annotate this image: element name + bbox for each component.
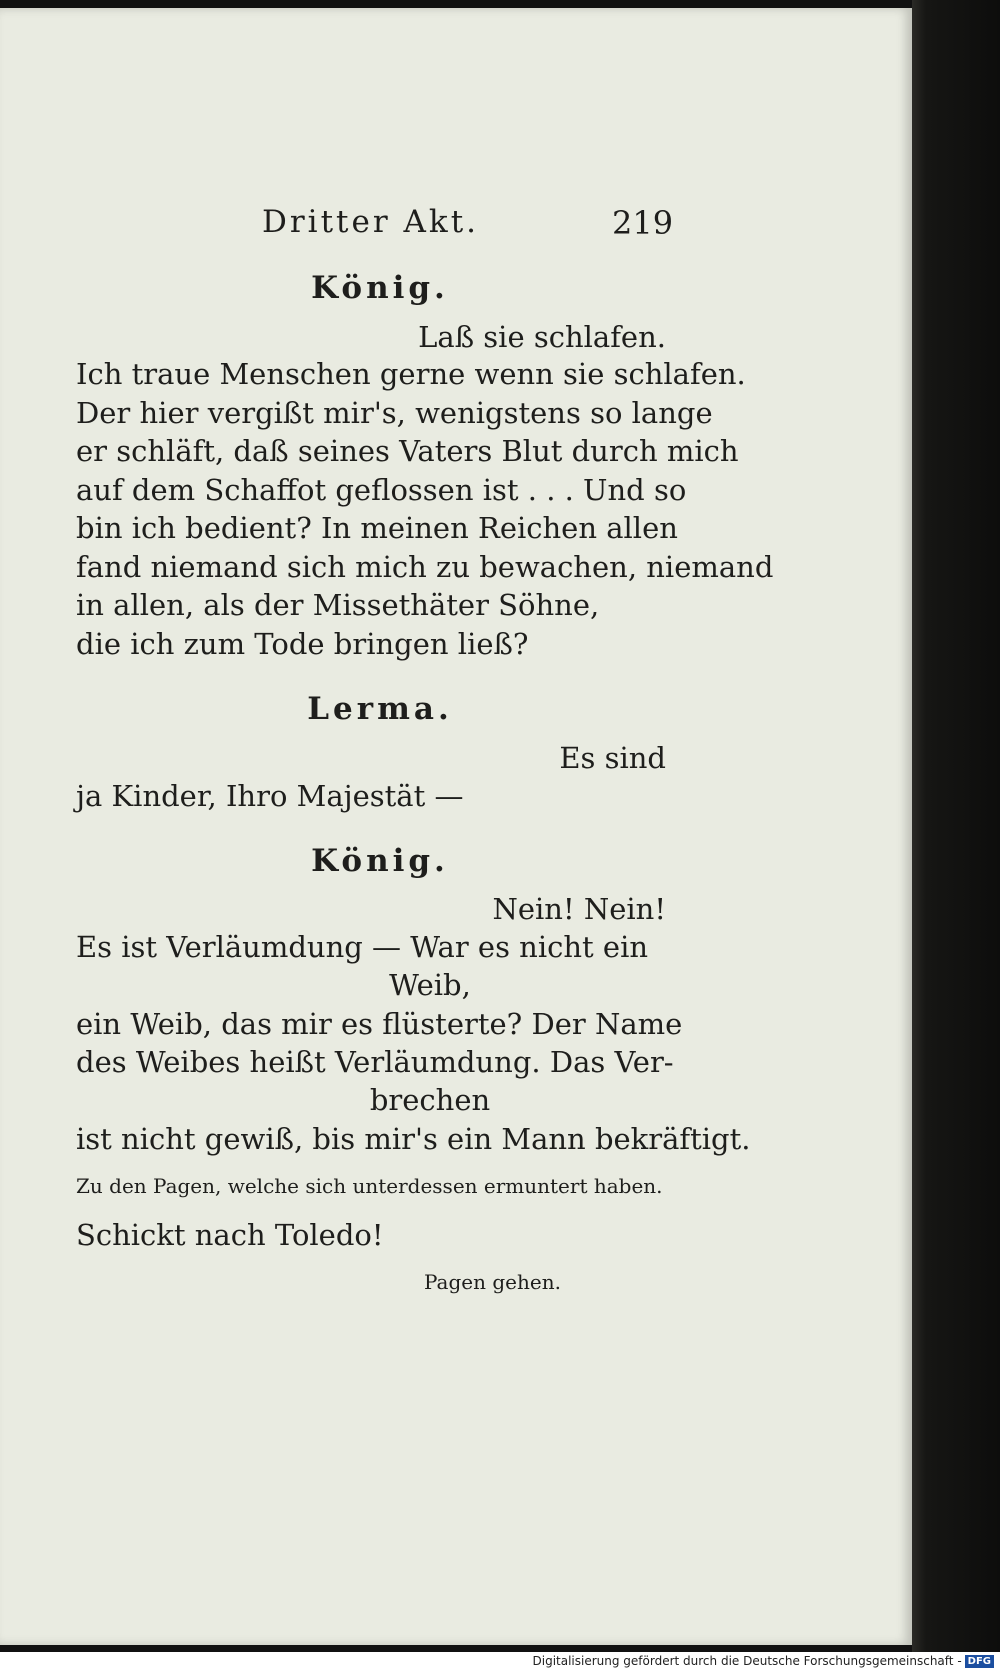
verse-line: Nein! Nein! — [492, 892, 666, 926]
verse-line: die ich zum Tode bringen ließ? — [76, 627, 529, 661]
verse-line: Ich traue Menschen gerne wenn sie schlafen. — [76, 357, 746, 391]
footer-text: Digitalisierung gefördert durch die Deutsche Forschungsgemeinschaft - — [532, 1654, 962, 1668]
page-edge-shadow — [912, 0, 1000, 1652]
speaker-name: Lerma. — [307, 691, 453, 727]
verse-line: bin ich bedient? In meinen Reichen allen — [76, 511, 678, 545]
verse-line: Der hier vergißt mir's, wenigstens so lange — [76, 396, 713, 430]
verse-line: in allen, als der Missethäter Söhne, — [76, 588, 600, 622]
page-number: 219 — [612, 204, 674, 242]
verse-line: Es ist Verläumdung — War es nicht ein — [76, 930, 649, 964]
verse-line: ein Weib, das mir es flüsterte? Der Name — [76, 1007, 683, 1041]
verse-line: des Weibes heißt Verläumdung. Das Ver- — [76, 1045, 674, 1079]
stage-direction: Zu den Pagen, welche sich unterdessen ermuntert haben. — [76, 1174, 663, 1198]
verse-line: auf dem Schaffot geflossen ist . . . Und so — [76, 473, 687, 507]
running-title: Dritter Akt. — [262, 204, 480, 240]
verse-line: Es sind — [559, 741, 666, 775]
verse-line: ist nicht gewiß, bis mir's ein Mann bekräftigt. — [76, 1122, 751, 1156]
verse-continuation: brechen — [369, 1083, 491, 1117]
verse-line: ja Kinder, Ihro Majestät — — [76, 779, 464, 813]
verse-continuation: Weib, — [389, 968, 471, 1002]
speaker-name: König. — [311, 270, 449, 306]
digitization-footer — [533, 1654, 995, 1668]
book-page — [0, 8, 912, 1645]
verse-line: Schickt nach Toledo! — [76, 1218, 384, 1252]
verse-line: fand niemand sich mich zu bewachen, niemand — [76, 550, 774, 584]
speaker-name: König. — [311, 843, 449, 879]
verse-line: er schläft, daß seines Vaters Blut durch mich — [76, 434, 739, 468]
dfg-logo-icon: DFG — [965, 1655, 994, 1668]
verse-line: Laß sie schlafen. — [418, 320, 666, 354]
stage-direction: Pagen gehen. — [424, 1270, 561, 1294]
